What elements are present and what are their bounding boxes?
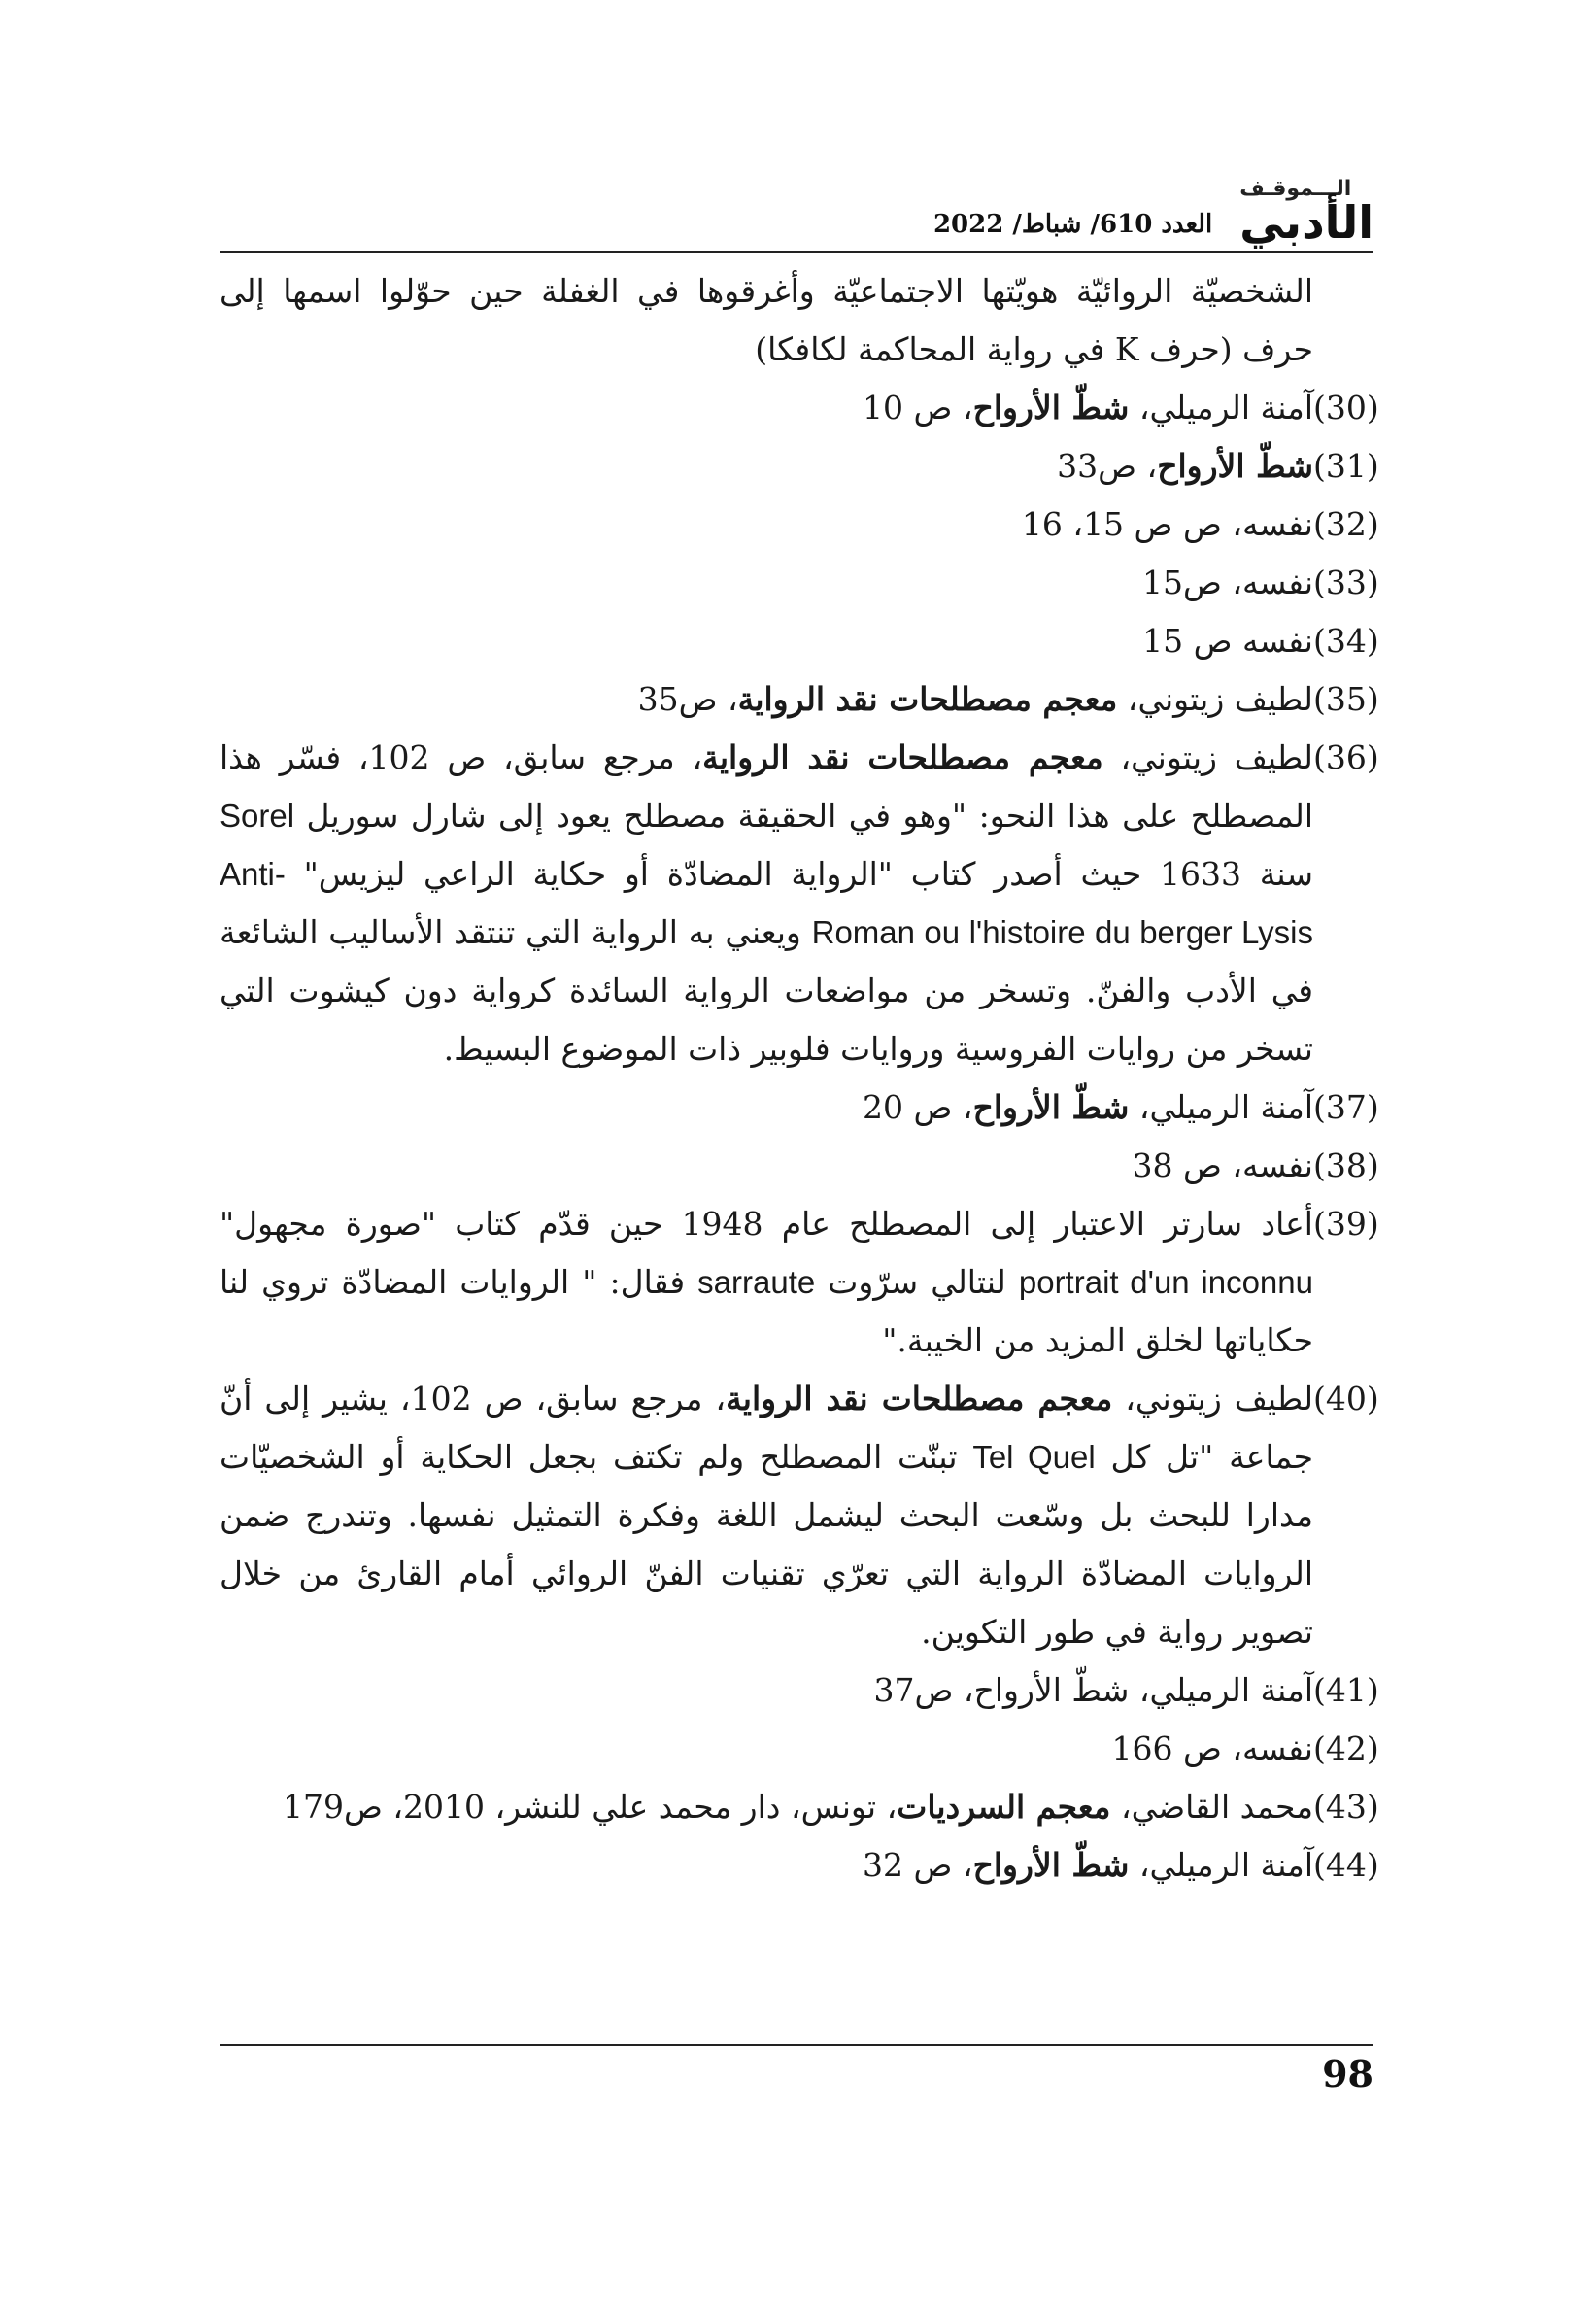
footnote-33 [220, 554, 1379, 612]
footnote-text: آمنة الرميلي، شطّ الأرواح، ص 32 [863, 1846, 1313, 1884]
footnote-number: (34) [1313, 622, 1379, 660]
footnote-34 [220, 612, 1379, 670]
footnote-text: شطّ الأرواح، ص33 [1057, 447, 1313, 485]
footnote-32 [220, 496, 1379, 554]
header-divider [220, 251, 1373, 253]
continued-paragraph: الشخصيّة الروائيّة هويّتها الاجتماعيّة وأغرقوها في الغفلة حين حوّلوا اسمها إلى حرف (حرف K في رواية المحاكمة لكافكا) [220, 272, 1313, 368]
footnote-text: لطيف زيتوني، معجم مصطلحات نقد الرواية، ص35 [637, 680, 1313, 718]
footnote-number: (39) [1313, 1205, 1379, 1243]
footnote-43 [220, 1778, 1379, 1836]
footnote-38 [220, 1137, 1379, 1195]
footnote-number: (36) [1313, 738, 1379, 776]
footnote-40 [220, 1370, 1379, 1661]
footnote-text: نفسه، ص ص 15، 16 [1021, 505, 1313, 543]
footnote-36 [220, 729, 1379, 1078]
footnote-number: (41) [1313, 1671, 1379, 1709]
footnote-text: نفسه، ص 38 [1132, 1146, 1313, 1184]
page-number: 98 [1322, 2052, 1373, 2096]
footnote-number: (43) [1313, 1788, 1379, 1826]
footnote-41 [220, 1661, 1379, 1720]
footnote-text: آمنة الرميلي، شطّ الأرواح، ص37 [873, 1671, 1313, 1709]
footnote-number: (30) [1313, 389, 1379, 427]
footnote-text: نفسه، ص15 [1141, 564, 1313, 601]
footnote-number: (35) [1313, 680, 1379, 718]
magazine-logo [1239, 177, 1373, 249]
footnote-number: (44) [1313, 1846, 1379, 1884]
footnotes-body [220, 262, 1379, 1895]
footnote-number: (40) [1313, 1380, 1379, 1418]
footnote-text: نفسه، ص 166 [1111, 1729, 1313, 1767]
footnote-39 [220, 1195, 1379, 1370]
footnote-35 [220, 670, 1379, 729]
logo-top-text: الـــموقـف [1239, 177, 1352, 201]
footnote-text: لطيف زيتوني، معجم مصطلحات نقد الرواية، مرجع سابق، ص 102، يشير إلى أنّ جماعة "تل كل Tel Quel تبنّت المصطلح ولم تكتف بجعل الحكاية أو الشخصيّات مدارا للبحث بل وسّعت البحث ليشمل اللغة وفكرة التمثيل نفسها. وتندرج ضمن الروايات المضادّة الرواية التي تعرّي تقنيات الفنّ الروائي أمام القارئ من خلال تصوير رواية في طور التكوين. [220, 1380, 1313, 1651]
footnote-42 [220, 1720, 1379, 1778]
footnote-text: أعاد سارتر الاعتبار إلى المصطلح عام 1948 حين قدّم كتاب "صورة مجهول" portrait d'un inconnu لنتالي سرّوت sarraute فقال: " الروايات المضادّة تروي لنا حكاياتها لخلق المزيد من الخيبة." [220, 1205, 1313, 1359]
footnote-text: آمنة الرميلي، شطّ الأرواح، ص 10 [863, 389, 1313, 427]
footnote-31 [220, 437, 1379, 496]
footnote-44 [220, 1836, 1379, 1895]
footnote-number: (33) [1313, 564, 1379, 601]
footnote-text: آمنة الرميلي، شطّ الأرواح، ص 20 [863, 1088, 1313, 1126]
footnote-30 [220, 379, 1379, 437]
footnote-number: (32) [1313, 505, 1379, 543]
footnote-text: محمد القاضي، معجم السرديات، تونس، دار محمد علي للنشر، 2010، ص179 [282, 1788, 1313, 1826]
footnote-text: نفسه ص 15 [1142, 622, 1313, 660]
logo-main-text: الأدبي [1239, 196, 1373, 249]
footnote-text: لطيف زيتوني، معجم مصطلحات نقد الرواية، مرجع سابق، ص 102، فسّر هذا المصطلح على هذا النحو: "وهو في الحقيقة مصطلح يعود إلى شارل سوريل Sorel سنة 1633 حيث أصدر كتاب "الرواية المضادّة أو حكاية الراعي ليزيس" Anti-Roman ou l'histoire du berger Lysis ويعني به الرواية التي تنتقد الأساليب الشائعة في الأدب والفنّ. وتسخر من مواضعات الرواية السائدة كرواية دون كيشوت التي تسخر من روايات الفروسية وروايات فلوبير ذات الموضوع البسيط. [220, 738, 1313, 1068]
footnote-number: (38) [1313, 1146, 1379, 1184]
footer-divider [220, 2044, 1373, 2046]
issue-info: العدد 610/ شباط/ 2022 [932, 210, 1213, 239]
footnote-37 [220, 1078, 1379, 1137]
footnote-number: (42) [1313, 1729, 1379, 1767]
footnote-number: (37) [1313, 1088, 1379, 1126]
footnote-number: (31) [1313, 447, 1379, 485]
page-header [932, 175, 1373, 249]
